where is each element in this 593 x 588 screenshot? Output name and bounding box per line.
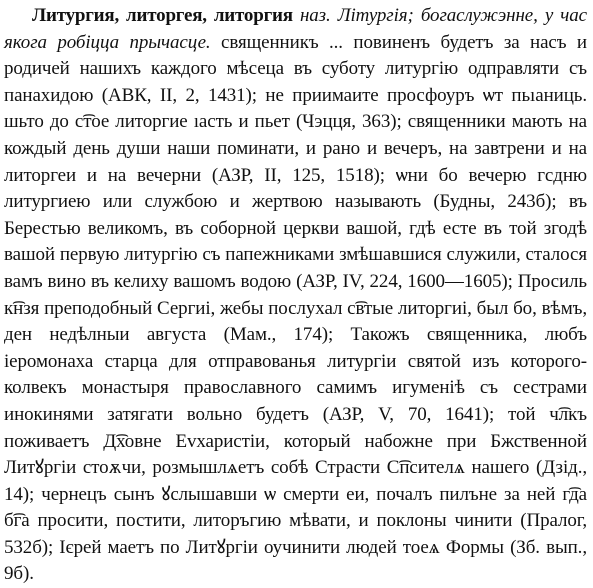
entry-citations: священникъ ... повиненъ будетъ за насъ и родичей нашихъ каждого мѣсеца въ суботу литургію одправляти съ панахидою (АВК, II, 2, 1431); не приимаите просфоуръ ѡт пьıаниць. шьто до с͡тое литоргие ıасть и пьет (Чэцця, 363); священники мають на кождый день души наши поминати, и рано и вечеръ, на завтрени и на литоргеи и на вечерни (АЗР, II, 125, 1518); ѡни бо вечерю гсдню литургиею или службою и жертвою называють (Будны, 243б); въ Берестью великомъ, въ соборной церкви вашой, гдѣ есте въ той згодѣ вашой первую литургію съ папежниками змѣшавшися служили, сталося вамъ вино въ келиху вашомъ водою (АЗР, IV, 224, 1600—1605); Просиль к͡нзя преподобный Сергиі, жебы послухал с͡втые литоргиі, был бо, вѣмъ, ден недѣлныи августа (Мам., 174); Такожъ священника, любъ іеромонаха старца для отправованья литургіи святой изъ которого-колвекъ монастыря православного самимъ игуменіѣ съ сестрами инокинями затягати вольно будетъ (АЗР, V, 70, 1641); той ч͡лкъ поживаетъ Д͡ховне Еvхаристіи, который набожне при Бжственной Литꙋргіи стоѫчи, розмышлѧетъ собѣ Страсти С͡псителѧ нашего (Дзід., 14); чернецъ сынъ ꙋслышавши ѡ смерти еи, почалъ пилъне за ней г͡да б͡га просити, постити, литоръгию мѣвати, и поклоны чинити (Пралог, 532б); Ієрей маетъ по Литꙋргіи оучинити людей тоеѧ Формы (Зб. вып., 9б).	[4, 31, 587, 585]
dictionary-entry	[4, 3, 587, 588]
entry-gloss: наз. Літургія; богаслужэнне, у час якога робіцца прычасце.	[4, 5, 587, 53]
entry-headword: Литургия, литоргея, литоргия	[32, 5, 293, 26]
